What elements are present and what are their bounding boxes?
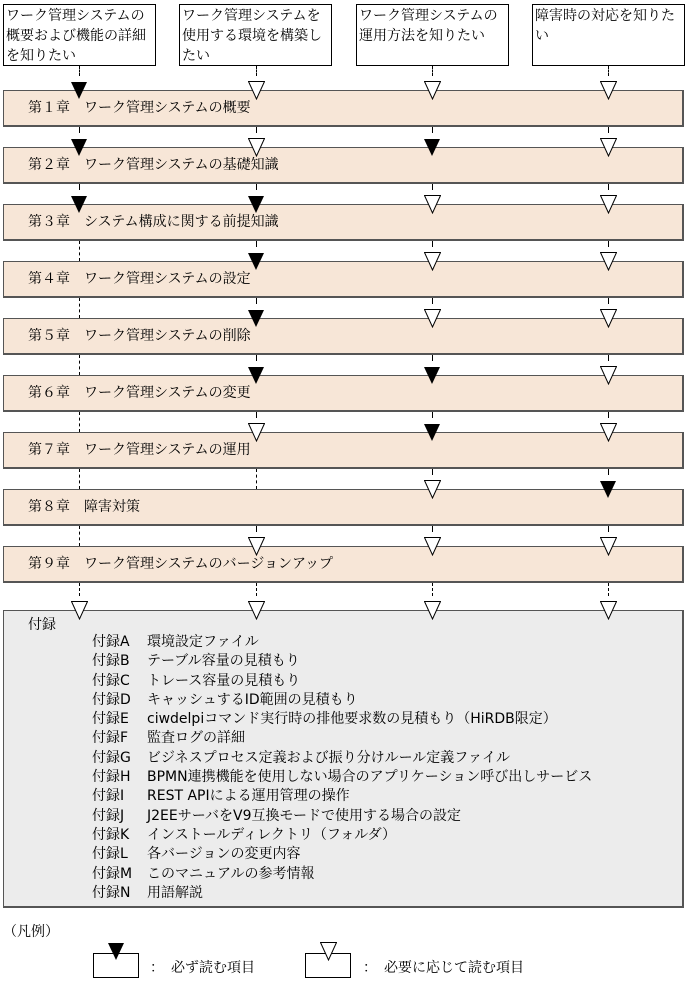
connector-line: [432, 469, 433, 475]
connector-line: [608, 127, 609, 133]
connector-line: [432, 184, 433, 190]
connector-line: [79, 66, 80, 76]
appendix-key: 付録M: [92, 865, 133, 882]
connector-line: [608, 66, 609, 76]
appendix-list: [92, 633, 592, 903]
goal-box-operate: ワーク管理システムの運用方法を知りたい: [356, 4, 509, 66]
appendix-title: 付録: [28, 617, 56, 633]
goal-box-overview: ワーク管理システムの概要および機能の詳細を知りたい: [3, 4, 156, 66]
appendix-item: [92, 729, 592, 748]
appendix-key: 付録B: [92, 653, 130, 670]
appendix-label: このマニュアルの参考情報: [147, 865, 315, 882]
appendix-item: [92, 749, 592, 768]
connector-line: [608, 298, 609, 304]
legend-title: （凡例）: [3, 924, 59, 940]
appendix-item: [92, 865, 592, 884]
appendix-key: 付録N: [92, 884, 131, 901]
appendix-label: トレース容量の見積もり: [147, 672, 301, 689]
connector-line: [608, 526, 609, 532]
connector-line: [256, 412, 257, 418]
appendix-key: 付録A: [92, 634, 130, 650]
goal-box-build: ワーク管理システムを使用する環境を構築したい: [179, 4, 332, 66]
connector-line: [608, 469, 609, 475]
connector-line: [432, 66, 433, 76]
appendix-key: 付録H: [92, 769, 131, 786]
chapter-2: 第２章 ワーク管理システムの基礎知識: [3, 147, 684, 184]
connector-line: [256, 469, 257, 489]
connector-line: [432, 526, 433, 532]
connector-line: [79, 241, 80, 261]
appendix-item: [92, 633, 592, 652]
connector-line: [79, 412, 80, 432]
appendix-key: 付録J: [92, 807, 125, 824]
connector-line: [432, 583, 433, 596]
appendix-item: [92, 884, 592, 903]
appendix-label: 各バージョンの変更内容: [147, 846, 301, 863]
legend-optional-label: ： 必要に応じて読む項目: [363, 960, 524, 976]
connector-line: [608, 412, 609, 418]
connector-line: [608, 583, 609, 596]
connector-line: [79, 127, 80, 133]
connector-line: [432, 298, 433, 304]
chapter-3: 第３章 システム構成に関する前提知識: [3, 204, 684, 241]
connector-line: [256, 355, 257, 361]
chapter-6: 第６章 ワーク管理システムの変更: [3, 375, 684, 412]
connector-line: [256, 298, 257, 304]
connector-line: [432, 127, 433, 133]
appendix-label: ビジネスプロセス定義および振り分けルール定義ファイル: [147, 749, 511, 766]
connector-line: [79, 469, 80, 489]
connector-line: [256, 184, 257, 190]
connector-line: [256, 526, 257, 532]
connector-line: [256, 66, 257, 76]
connector-line: [608, 241, 609, 247]
appendix-label: BPMN連携機能を使用しない場合のアプリケーション呼び出しサービス: [147, 769, 593, 786]
chapter-1: 第１章 ワーク管理システムの概要: [3, 90, 684, 127]
appendix-item: [92, 768, 592, 787]
appendix-key: 付録F: [92, 730, 129, 747]
connector-line: [256, 241, 257, 247]
appendix-key: 付録K: [92, 826, 130, 843]
chapter-7: 第７章 ワーク管理システムの運用: [3, 432, 684, 469]
appendix-label: 用語解説: [147, 884, 203, 901]
legend-required-arrow-icon: [108, 943, 124, 960]
appendix-box: [3, 610, 684, 908]
appendix-item: [92, 691, 592, 710]
appendix-key: 付録D: [92, 691, 131, 708]
connector-line: [79, 583, 80, 596]
appendix-label: 環境設定ファイル: [147, 634, 259, 650]
connector-line: [608, 355, 609, 361]
legend-required-label: ： 必ず読む項目: [150, 960, 255, 976]
appendix-label: J2EEサーバをV9互換モードで使用する場合の設定: [147, 807, 461, 824]
appendix-key: 付録L: [92, 846, 128, 863]
connector-line: [79, 526, 80, 546]
connector-line: [432, 241, 433, 247]
connector-line: [79, 298, 80, 318]
appendix-item: [92, 807, 592, 826]
appendix-key: 付録C: [92, 672, 130, 689]
appendix-label: ciwdelpiコマンド実行時の排他要求数の見積もり（HiRDB限定）: [147, 711, 557, 728]
appendix-label: 監査ログの詳細: [147, 730, 245, 747]
appendix-label: REST APIによる運用管理の操作: [147, 788, 350, 805]
connector-line: [256, 127, 257, 133]
chapter-5: 第５章 ワーク管理システムの削除: [3, 318, 684, 355]
appendix-item: [92, 787, 592, 806]
chapter-4: 第４章 ワーク管理システムの設定: [3, 261, 684, 298]
appendix-key: 付録E: [92, 711, 129, 728]
chapter-9: 第９章 ワーク管理システムのバージョンアップ: [3, 546, 684, 583]
appendix-item: [92, 652, 592, 671]
appendix-key: 付録G: [92, 749, 131, 766]
appendix-label: テーブル容量の見積もり: [147, 653, 300, 670]
appendix-label: キャッシュするID範囲の見積もり: [147, 691, 358, 708]
connector-line: [432, 355, 433, 361]
connector-line: [608, 184, 609, 190]
connector-line: [79, 184, 80, 190]
appendix-item: [92, 826, 592, 845]
appendix-item: [92, 845, 592, 864]
connector-line: [432, 412, 433, 418]
appendix-label: インストールディレクトリ（フォルダ）: [147, 826, 397, 843]
goal-box-trouble: 障害時の対応を知りたい: [532, 4, 685, 66]
appendix-item: [92, 710, 592, 729]
connector-line: [256, 583, 257, 596]
chapter-8: 第８章 障害対策: [3, 489, 684, 526]
appendix-key: 付録I: [92, 788, 125, 805]
connector-line: [79, 355, 80, 375]
appendix-item: [92, 672, 592, 691]
